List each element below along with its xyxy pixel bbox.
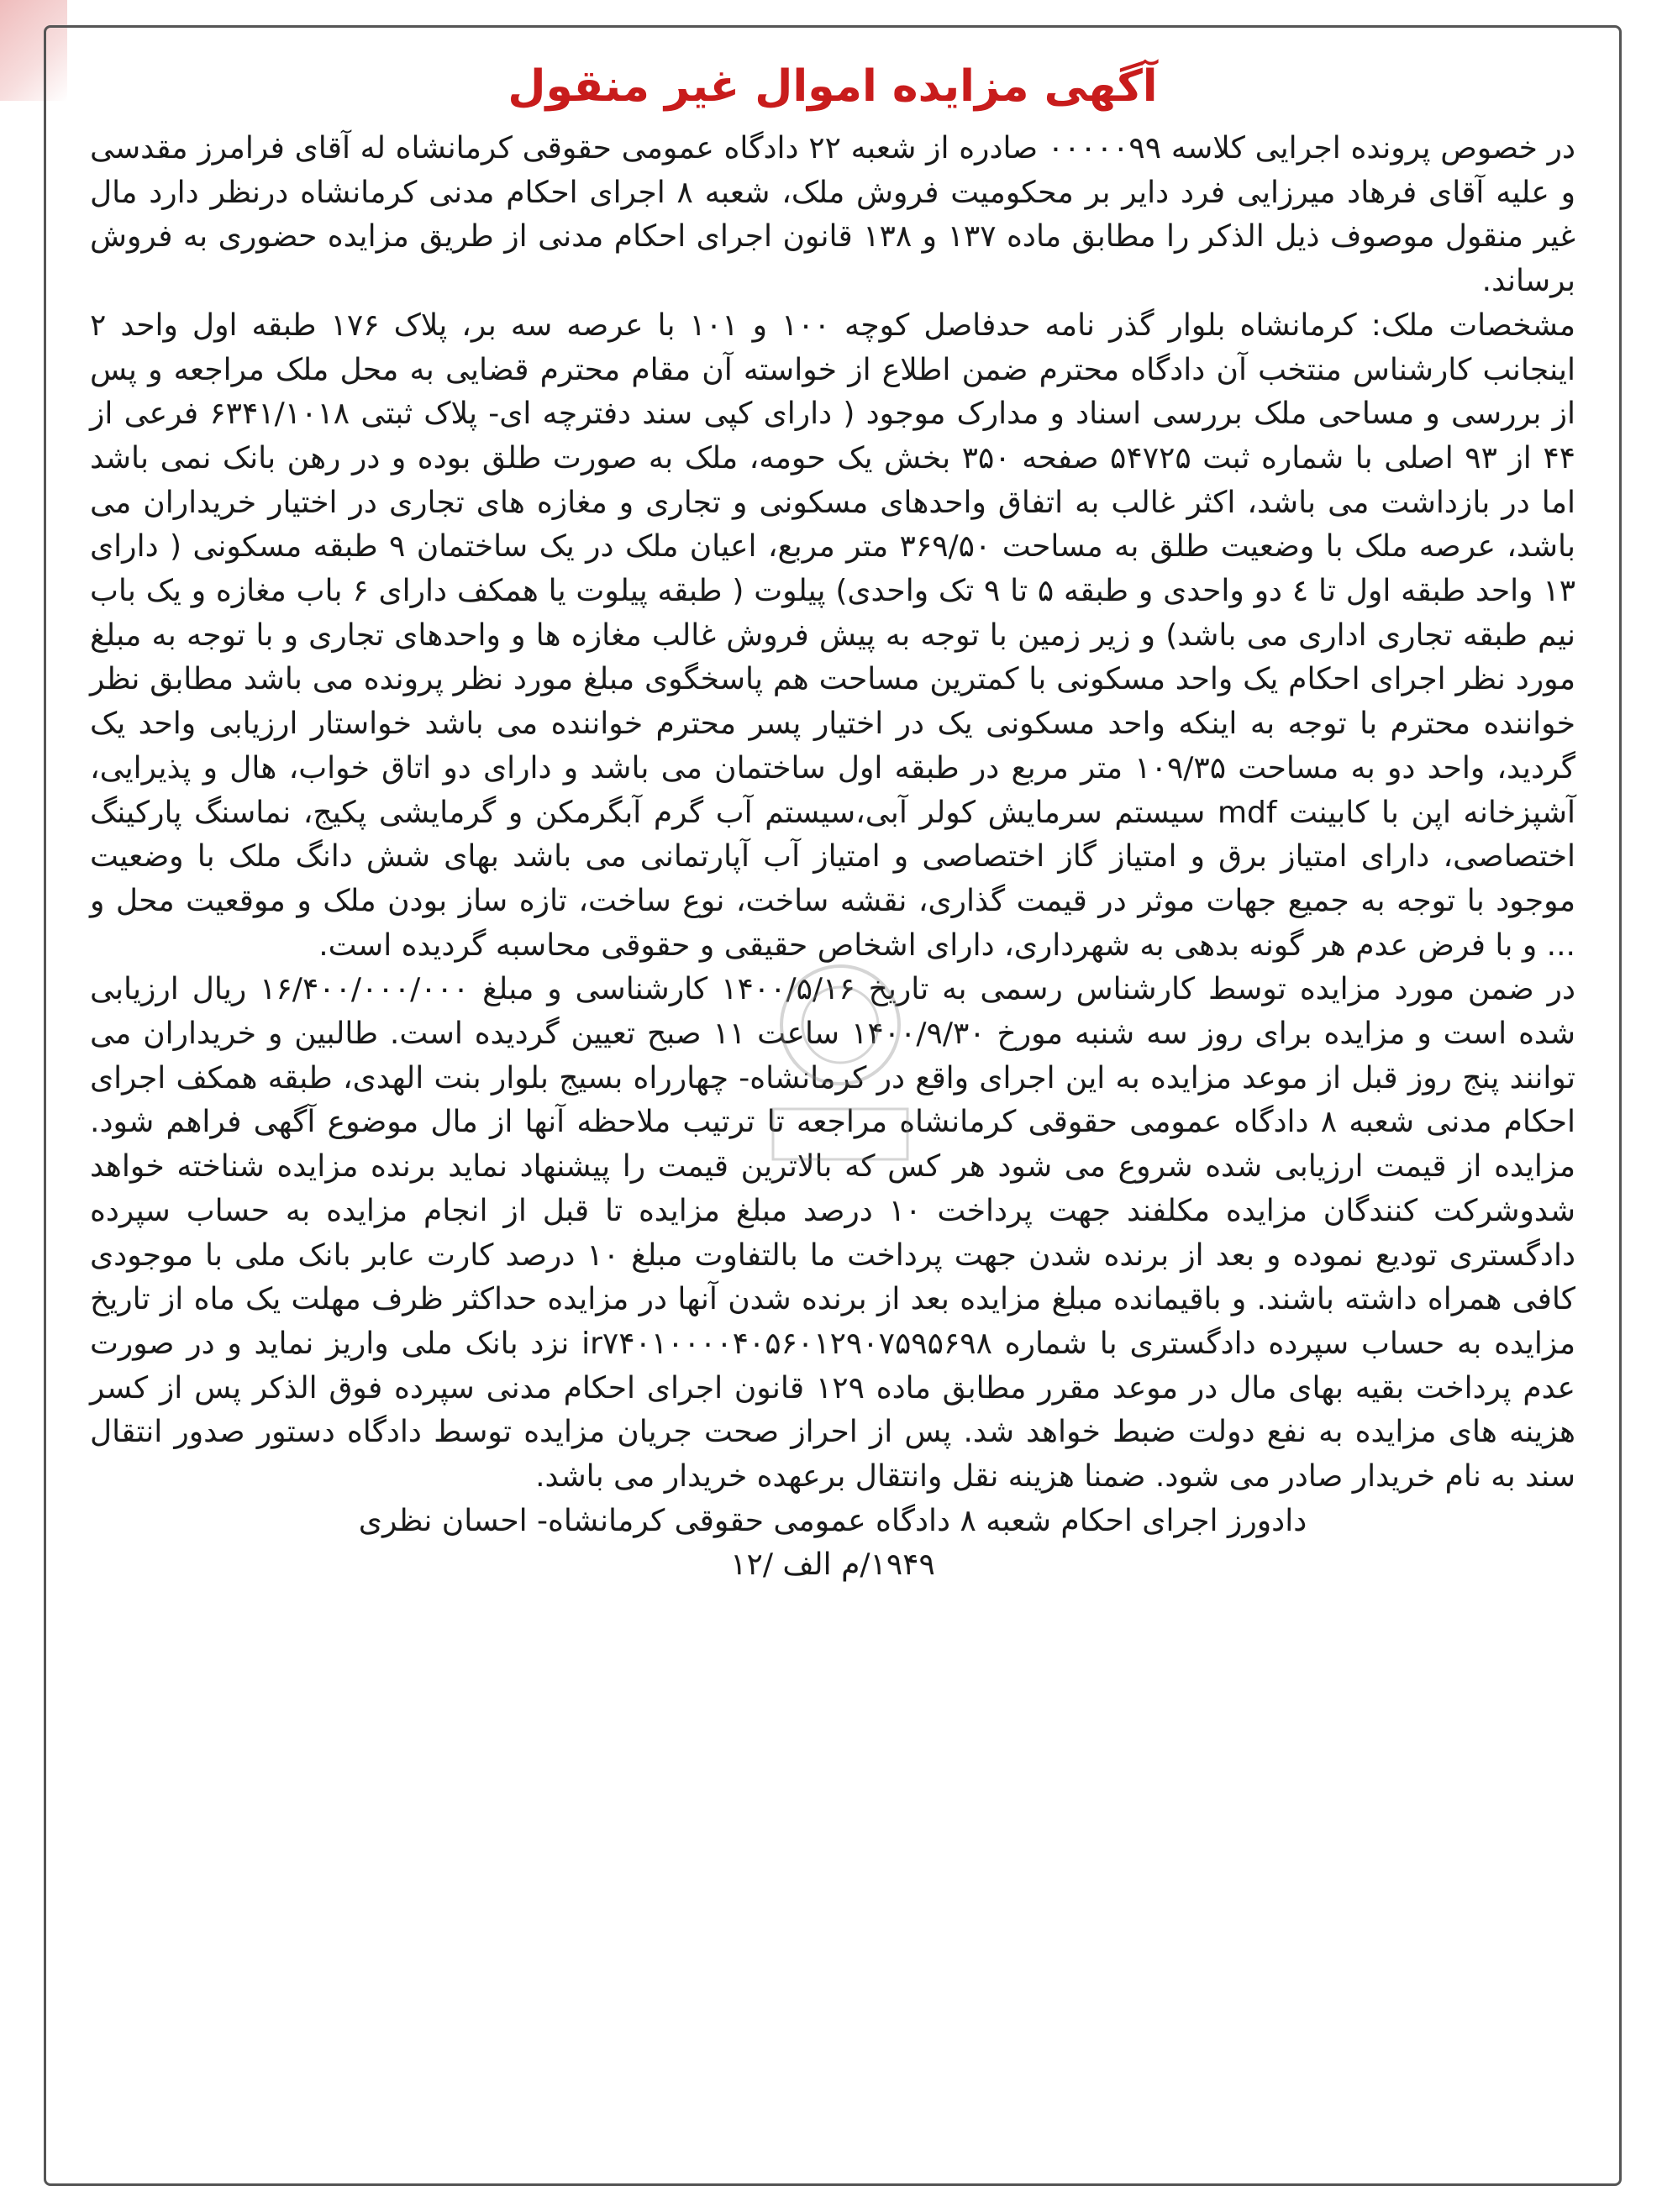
notice-signature: دادورز اجرای احکام شعبه ۸ دادگاه عمومی حقوقی کرمانشاه- احسان نظری: [358, 1503, 1307, 1538]
notice-frame: [44, 25, 1622, 2186]
notice-paragraph-auction-terms: در ضمن مورد مزایده توسط کارشناس رسمی به تاریخ ۱۴۰۰/۵/۱۶ کارشناسی و مبلغ ۱۶/۴۰۰/۰۰۰/۰۰۰ ریال ارزیابی شده است و مزایده برای روز سه شنبه مورخ ۱۴۰۰/۹/۳۰ ساعت ۱۱ صبح تعیین گردیده است. طالبین و خریداران می توانند پنج روز قبل از موعد مزایده به این اجرای واقع در کرمانشاه- چهارراه بسیج بلوار بنت الهدی، طبقه همکف اجرای احکام مدنی شعبه ۸ دادگاه عمومی حقوقی کرمانشاه مراجعه تا ترتیب ملاحظه آنها از مال موضوع آگهی فراهم شود. مزایده از قیمت ارزیابی شده شروع می شود هر کس که بالاترین قیمت را پیشنهاد نماید برنده مزایده شناخته خواهد شدوشرکت کنندگان مزایده مکلفند جهت پرداخت ۱۰ درصد مبلغ مزایده تا قبل از انجام مزایده به حساب سپرده دادگستری توديع نموده و بعد از برنده شدن جهت پرداخت ما بالتفاوت مبلغ ۱۰ درصد کارت عابر بانک ملی با موجودی کافی همراه داشته باشند. و باقیمانده مبلغ مزایده بعد از برنده شدن آنها در مزایده حداکثر ظرف مهلت یک ماه از تاریخ مزایده به حساب سپرده دادگستری با شماره ir۷۴۰۱۰۰۰۰۴۰۵۶۰۱۲۹۰۷۵۹۵۶۹۸ نزد بانک ملی واریز نماید و در صورت عدم پرداخت بقیه بهای مال در موعد مقرر مطابق ماده ۱۲۹ قانون اجرای احکام مدنی سپرده فوق الذکر پس از کسر هزینه های مزایده به نفع دولت ضبط خواهد شد. پس از احراز صحت جریان مزایده توسط دادگاه دستور صدور انتقال سند به نام خریدار صادر می شود. ضمنا هزینه نقل وانتقال برعهده خریدار می باشد.: [90, 972, 1575, 1495]
notice-paragraph-case: در خصوص پرونده اجرایی کلاسه ۰۰۰۰۰۹۹ صادره از شعبه ۲۲ دادگاه عمومی حقوقی کرمانشاه له آقای فرامرز مقدسی و علیه آقای فرهاد میرزایی فرد دایر بر محکومیت فروش ملک، شعبه ۸ اجرای احکام مدنی کرمانشاه درنظر دارد مال غیر منقول موصوف ذیل الذکر را مطابق ماده ۱۳۷ و ۱۳۸ قانون اجرای احکام مدنی از طریق مزایده حضوری به فروش برساند.: [90, 131, 1576, 299]
notice-reference-number: ۱۹۴۹/م الف /۱۲: [730, 1547, 935, 1582]
notice-title: آگهی مزایده اموال غیر منقول: [508, 61, 1158, 112]
notice-paragraph-property: مشخصات ملک: کرمانشاه بلوار گذر نامه حدفاصل کوچه ۱۰۰ و ۱۰۱ با عرصه سه بر، پلاک ۱۷۶ طبقه اول واحد ۲ اینجانب کارشناس منتخب آن دادگاه محترم ضمن اطلاع از خواسته آن مقام محترم قضایی به محل ملک مراجعه و پس از بررسی و مساحی ملک بررسی اسناد و مدارک موجود ( دارای کپی سند دفترچه ای- پلاک ثبتی ۶۳۴۱/۱۰۱۸ فرعی از ۴۴ از ۹۳ اصلی با شماره ثبت ۵۴۷۲۵ صفحه ۳۵۰ بخش یک حومه، ملک به صورت طلق بوده و در رهن بانک نمی باشد اما در بازداشت می باشد، اکثر غالب به اتفاق واحدهای مسکونی و تجاری و مغازه های تجاری در اختیار خریداران می باشد، عرصه ملک با وضعیت طلق به مساحت ۳۶۹/۵۰ متر مربع، اعیان ملک در یک ساختمان ۹ طبقه مسکونی ( دارای ۱۳ واحد طبقه اول تا ٤ دو واحدی و طبقه ۵ تا ۹ تک واحدی) پیلوت ( طبقه پیلوت یا همکف دارای ۶ باب مغازه و یک باب نیم طبقه تجاری اداری می باشد) و زیر زمین با توجه به پیش فروش غالب مغازه ها و واحدهای تجاری و با توجه به مبلغ مورد نظر اجرای احکام یک واحد مسکونی با کمترین مساحت هم پاسخگوی مبلغ مورد نظر پرونده می باشد مطابق نظر خواننده محترم با توجه به اینکه واحد مسکونی یک در اختیار پسر محترم خواننده می باشد خواستار ارزیابی واحد یک گردید، واحد دو به مساحت ۱۰۹/۳۵ متر مربع در طبقه اول ساختمان می باشد و دارای دو اتاق خواب، هال و پذیرایی، آشپزخانه اپن با کابینت mdf سیستم سرمایش کولر آبی،سیستم آب گرم آبگرمکن و گرمایشی پکیج، نماسنگ پارکینگ اختصاصی، دارای امتیاز برق و امتیاز گاز اختصاصی و امتیاز آب آپارتمانی می باشد بهای شش دانگ ملک با وضعیت موجود با توجه به جمیع جهات موثر در قیمت گذاری، نقشه ساخت، نوع ساخت، تازه ساز بودن ملک و موقعیت محل و ... و با فرض عدم هر گونه بدهی به شهرداری، دارای اشخاص حقیقی و حقوقی محاسبه گردیده است.: [90, 307, 1576, 963]
